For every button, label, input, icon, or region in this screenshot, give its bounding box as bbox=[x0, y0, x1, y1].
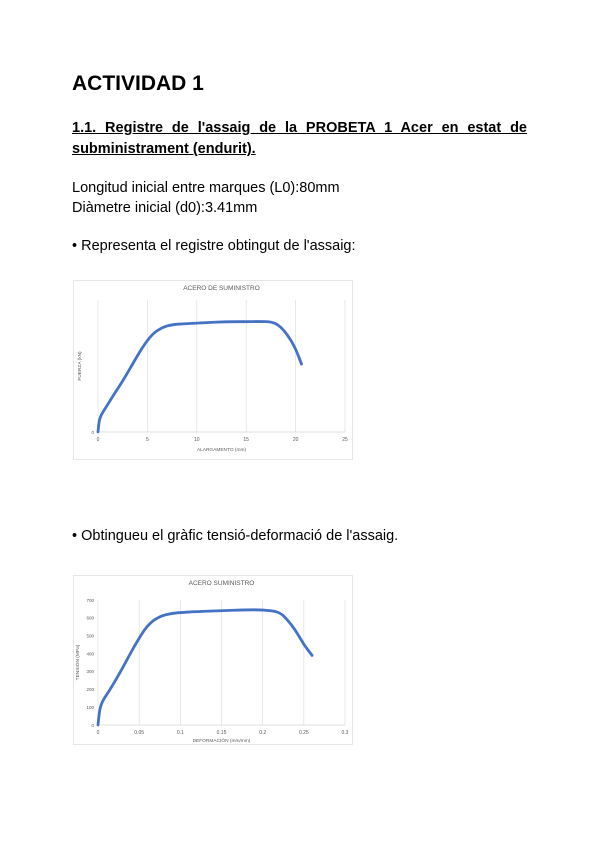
chart1-y-tick-label: 500 bbox=[86, 633, 94, 639]
chart1-x-tick-label: 0.15 bbox=[216, 730, 227, 736]
chart1-x-tick-label: 0.05 bbox=[134, 730, 145, 736]
chart0-x-tick-label: 15 bbox=[243, 437, 249, 443]
chart1-x-tick-label: 0.2 bbox=[259, 730, 267, 736]
page-title: ACTIVIDAD 1 bbox=[72, 72, 204, 95]
chart1-border bbox=[74, 576, 353, 745]
chart0-x-tick-label: 10 bbox=[194, 437, 200, 443]
chart1-y-tick-label: 600 bbox=[86, 615, 94, 621]
chart0-y-axis-label: FUERZA (kN) bbox=[78, 351, 83, 381]
stress-strain-chart bbox=[73, 575, 353, 745]
chart1-y-tick-label: 200 bbox=[86, 687, 94, 693]
chart0-border bbox=[74, 281, 353, 460]
chart1-y-tick-label: 300 bbox=[86, 669, 94, 675]
chart1-y-axis-label: TENSIÓN (MPa) bbox=[76, 644, 81, 681]
bullet-stress-strain: • Obtingueu el gràfic tensió-deformació de l'assaig. bbox=[72, 528, 399, 544]
chart0-x-tick-label: 25 bbox=[342, 437, 348, 443]
chart1-x-tick-label: 0.1 bbox=[176, 730, 184, 736]
chart1-title: ACERO SUMINISTRO bbox=[188, 580, 255, 587]
chart1-series-line bbox=[98, 610, 312, 725]
force-elongation-svg bbox=[73, 280, 353, 460]
chart1-x-axis-label: DEFORMACIÓN (mm/mm) bbox=[192, 739, 251, 744]
chart1-x-tick-label: 0 bbox=[96, 730, 100, 736]
chart0-x-axis-label: ALARGAMENTO (mm) bbox=[196, 448, 247, 453]
chart1-y-tick-label: 700 bbox=[86, 597, 94, 603]
initial-diameter-text: Diàmetre inicial (d0):3.41mm bbox=[72, 200, 258, 216]
force-elongation-chart bbox=[73, 280, 353, 460]
chart0-x-tick-label: 0 bbox=[96, 437, 100, 443]
chart1-x-tick-label: 0.3 bbox=[341, 730, 349, 736]
section-heading: 1.1. Registre de l'assaig de la PROBETA 1 Acer en estat de subministrament (endurit). bbox=[72, 120, 527, 157]
chart1-x-tick-label: 0.25 bbox=[298, 730, 309, 736]
chart1-y-tick-label: 0 bbox=[91, 722, 94, 728]
chart0-title: ACERO DE SUMINISTRO bbox=[183, 285, 260, 292]
bullet-register: • Representa el registre obtingut de l'assaig: bbox=[72, 238, 356, 254]
chart1-y-tick-label: 400 bbox=[86, 651, 94, 657]
chart1-y-tick-label: 100 bbox=[86, 704, 94, 710]
chart0-y-tick-label: 0 bbox=[91, 429, 94, 435]
chart0-x-tick-label: 5 bbox=[146, 437, 149, 443]
chart0-series-line bbox=[98, 322, 302, 432]
chart0-x-tick-label: 20 bbox=[292, 437, 299, 443]
stress-strain-svg bbox=[73, 575, 353, 745]
initial-length-text: Longitud inicial entre marques (L0):80mm bbox=[72, 180, 340, 196]
